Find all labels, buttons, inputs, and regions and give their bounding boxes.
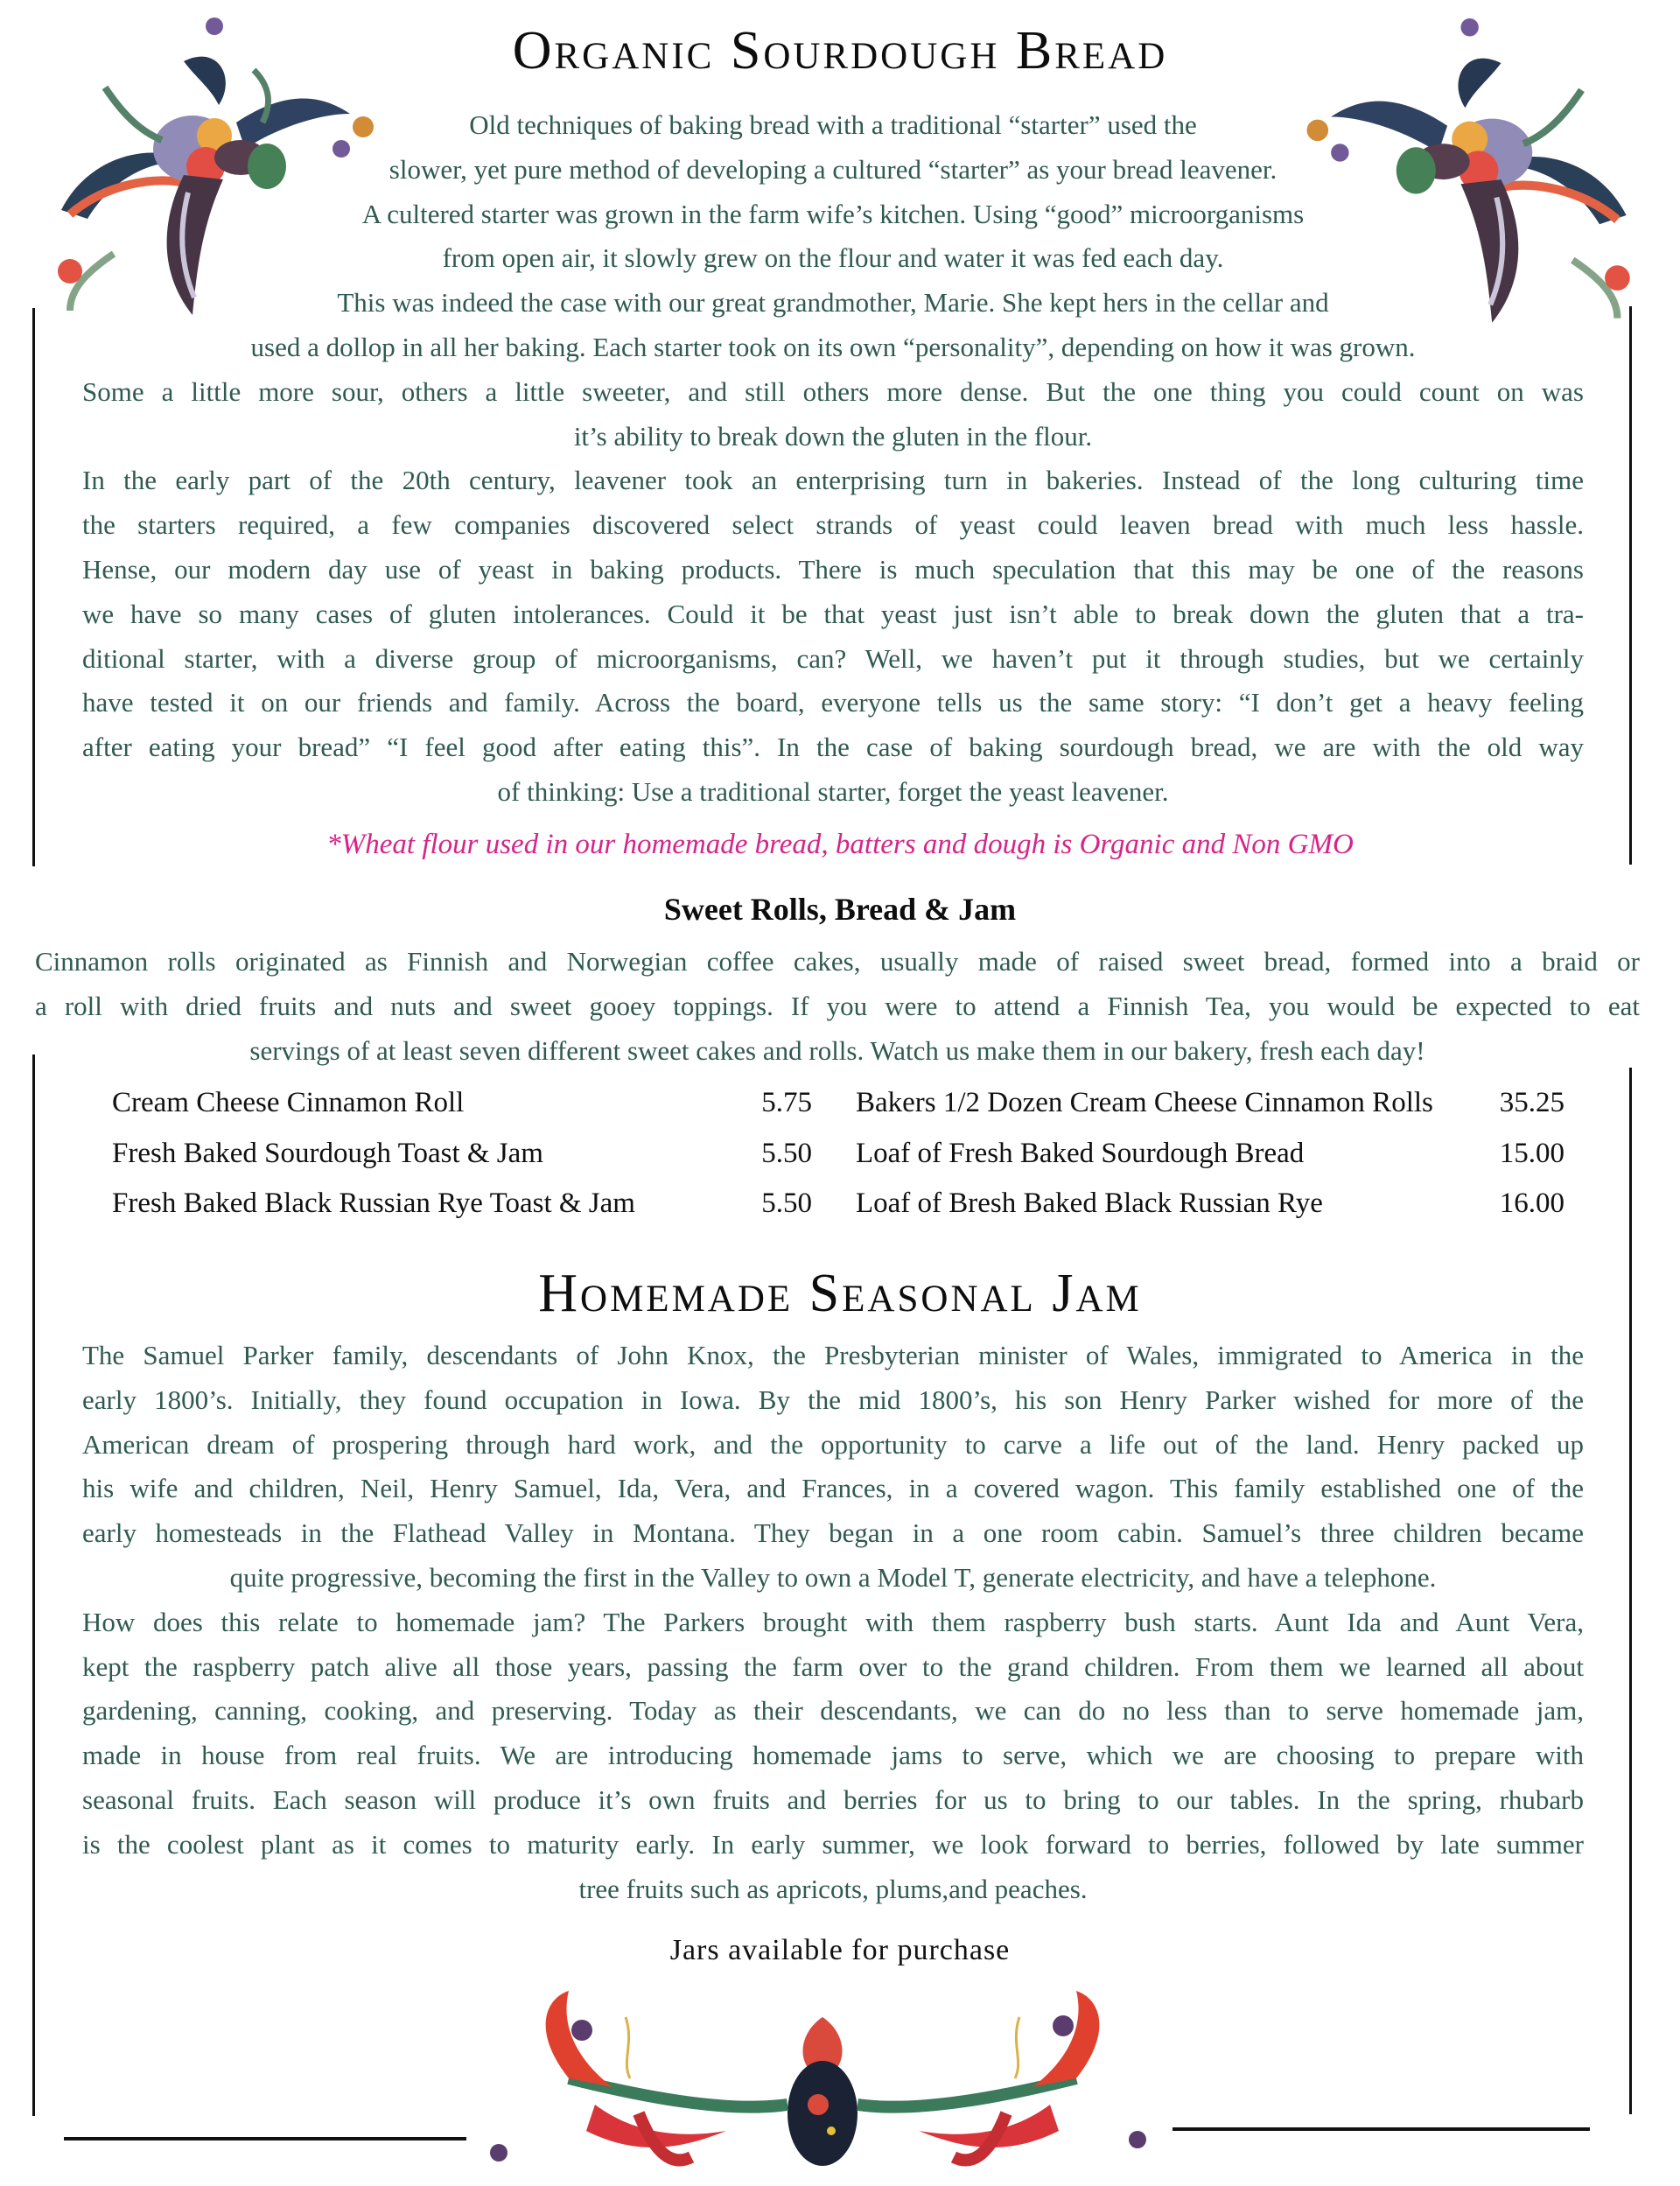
text-line: In the early part of the 20th century, leavener took an enterprising turn in bakeries. Instead of the long culturing time (82, 465, 1584, 496)
menu-item-name: Bakers 1/2 Dozen Cream Cheese Cinnamon Rolls (856, 1087, 1433, 1119)
menu-item-name: Fresh Baked Sourdough Toast & Jam (112, 1137, 543, 1169)
text-line: made in house from real fruits. We are introducing homemade jams to serve, which we are choosing to prepare with (82, 1740, 1584, 1771)
text-line: Cinnamon rolls originated as Finnish and Norwegian coffee cakes, usually made of raised sweet bread, formed into a braid or (35, 946, 1640, 977)
text-line: a roll with dried fruits and nuts and sweet gooey toppings. If you were to attend a Finnish Tea, you would be expected to eat (35, 990, 1640, 1021)
organic-flour-note: *Wheat flour used in our homemade bread, batters and dough is Organic and Non GMO (326, 829, 1354, 860)
menu-item-price: 16.00 (1499, 1188, 1564, 1220)
text-line: A cultered starter was grown in the farm wife’s kitchen. Using “good” microorganisms (361, 198, 1305, 229)
text-line: of thinking: Use a traditional starter, forget the yeast leavener. (497, 775, 1169, 807)
left-border-top (32, 308, 35, 866)
text-line: The Samuel Parker family, descendants of John Knox, the Presbyterian minister of Wales, immigrated to America in the (82, 1340, 1584, 1370)
jam-title: Homemade Seasonal Jam (538, 1264, 1142, 1323)
text-line: Hense, our modern day use of yeast in baking products. There is much speculation that this may be one of the reasons (82, 553, 1584, 585)
sweet-rolls-heading: Sweet Rolls, Bread & Jam (663, 892, 1017, 927)
right-border-top (1629, 306, 1632, 865)
text-line: tree fruits such as apricots, plums,and peaches. (578, 1873, 1088, 1904)
jam-story (82, 1334, 1584, 1911)
text-line: servings of at least seven different sweet cakes and rolls. Watch us make them in our bakery, fresh each day! (249, 1034, 1425, 1066)
text-line: quite progressive, becoming the first in the Valley to own a Model T, generate electricity, and have a telephone. (229, 1561, 1437, 1593)
text-line: How does this relate to homemade jam? The Parkers brought with them raspberry bush starts. Aunt Ida and Aunt Vera, (82, 1606, 1584, 1637)
text-line: after eating your bread” “I feel good after eating this”. In the case of baking sourdough bread, we are with the old way (82, 732, 1584, 763)
bottom-rule-right (1172, 2127, 1590, 2131)
text-line: is the coolest plant as it comes to maturity early. In early summer, we look forward to berries, followed by late summer (82, 1828, 1584, 1860)
menu-item-name: Loaf of Fresh Baked Sourdough Bread (856, 1137, 1305, 1169)
sourdough-story (82, 103, 1584, 815)
text-line: American dream of prospering through hard work, and the opportunity to carve a life out of the land. Henry packed up (82, 1428, 1584, 1460)
text-line: Old techniques of baking bread with a traditional “starter” used the (469, 109, 1197, 140)
sourdough-title: Organic Sourdough Bread (512, 21, 1168, 81)
text-line: it’s ability to break down the gluten in the flour. (573, 420, 1093, 452)
text-line: gardening, canning, cooking, and preserving. Today as their descendants, we can do no less than to serve homemade jam, (82, 1695, 1584, 1727)
menu-row (112, 1179, 1582, 1230)
menu-item-price: 35.25 (1499, 1087, 1564, 1119)
jars-available-note: Jars available for purchase (669, 1934, 1011, 1966)
text-line: ditional starter, with a diverse group of microorganisms, can? Well, we haven’t put it through studies, but we certainly (82, 642, 1584, 674)
text-line: the starters required, a few companies discovered select strands of yeast could leaven bread with much less hassle. (82, 509, 1584, 541)
text-line: his wife and children, Neil, Henry Samuel, Ida, Vera, and Frances, in a covered wagon. This family established one of the (82, 1473, 1584, 1504)
text-line: Some a little more sour, others a little sweeter, and still others more dense. But the one thing you could count on was (82, 375, 1584, 407)
menu-item-name: Loaf of Bresh Baked Black Russian Rye (856, 1188, 1323, 1220)
menu-item-price: 5.75 (761, 1087, 812, 1119)
sweet-rolls-description (35, 940, 1640, 1073)
text-line: slower, yet pure method of developing a cultured “starter” as your bread leavener. (388, 153, 1278, 185)
menu-items (112, 1078, 1582, 1230)
text-line: we have so many cases of gluten intolerances. Could it be that yeast just isn’t able to break down the gluten that a tra- (82, 598, 1584, 629)
menu-item-name: Cream Cheese Cinnamon Roll (112, 1087, 465, 1119)
text-line: This was indeed the case with our great grandmother, Marie. She kept hers in the cellar and (337, 287, 1329, 319)
text-line: seasonal fruits. Each season will produce it’s own fruits and berries for us to bring to our tables. In the spring, rhubarb (82, 1783, 1584, 1815)
text-line: early 1800’s. Initially, they found occupation in Iowa. By the mid 1800’s, his son Henry Parker wished for more of the (82, 1384, 1584, 1415)
text-line: kept the raspberry patch alive all those years, passing the farm over to the grand children. From them we learned all about (82, 1650, 1584, 1682)
text-line: from open air, it slowly grew on the flour and water it was fed each day. (442, 242, 1224, 274)
text-line: early homesteads in the Flathead Valley in Montana. They began in a one room cabin. Samuel’s three children became (82, 1517, 1584, 1549)
menu-item-price: 5.50 (761, 1137, 812, 1169)
menu-item-price: 5.50 (761, 1188, 812, 1220)
bottom-rule-left (64, 2137, 466, 2140)
text-line: have tested it on our friends and family. Across the board, everyone tells us the same story: “I don’t get a heavy feeling (82, 687, 1584, 718)
menu-item-price: 15.00 (1499, 1137, 1564, 1169)
rosemaling-flourish-bottom-center-icon (464, 1982, 1181, 2179)
text-line: used a dollop in all her baking. Each starter took on its own “personality”, depending on how it was grown. (250, 331, 1416, 362)
menu-item-name: Fresh Baked Black Russian Rye Toast & Jam (112, 1188, 635, 1220)
menu-row (112, 1129, 1582, 1180)
menu-row (112, 1078, 1582, 1129)
